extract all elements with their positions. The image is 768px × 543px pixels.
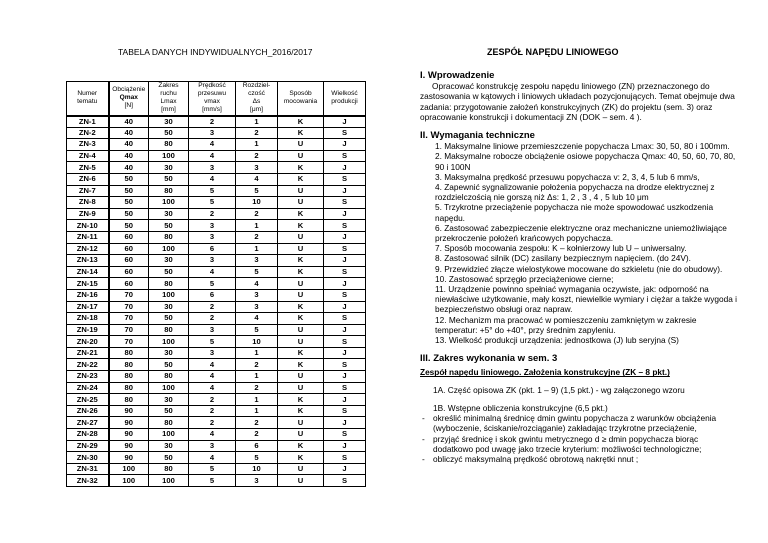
table-row bbox=[67, 255, 366, 267]
table-cell: 80 bbox=[109, 347, 149, 359]
table-cell: U bbox=[278, 371, 324, 383]
table-cell: K bbox=[278, 127, 324, 139]
table-cell: U bbox=[278, 417, 324, 429]
table-cell: 2 bbox=[236, 127, 278, 139]
table-cell: K bbox=[278, 220, 324, 232]
table-row bbox=[67, 463, 366, 475]
requirements-list bbox=[420, 141, 740, 345]
table-row bbox=[67, 301, 366, 313]
table-cell: K bbox=[278, 359, 324, 371]
table-cell: 3 bbox=[189, 440, 236, 452]
table-cell: S bbox=[324, 405, 366, 417]
table-cell: J bbox=[324, 255, 366, 267]
table-cell: J bbox=[324, 208, 366, 220]
table-row bbox=[67, 336, 366, 348]
table-row bbox=[67, 173, 366, 185]
table-title: TABELA DANYCH INDYWIDUALNYCH_2016/2017 bbox=[118, 47, 313, 57]
table-cell: 100 bbox=[109, 475, 149, 487]
table-cell: K bbox=[278, 301, 324, 313]
table-cell: 70 bbox=[109, 301, 149, 313]
table-cell: S bbox=[324, 336, 366, 348]
table-cell: 80 bbox=[109, 394, 149, 406]
requirement-item: 8. Zastosować silnik (DC) zasilany bezpiecznym napięciem. (do 24V). bbox=[435, 253, 691, 264]
section-1-text: Opracować konstrukcję zespołu napędu liniowego (ZN) przeznaczonego do zastosowania w kątowych i liniowych układach pozycjonujących. Temat obejmuje dwa zadania: przygotowanie założeń konstrukcyjnych (ZK) do projektu (sem. 3) oraz opracowanie konstrukcji i dokumentacji ZN (DOK – sem. 4 ). bbox=[420, 81, 735, 122]
table-cell: J bbox=[324, 301, 366, 313]
table-cell: 5 bbox=[189, 463, 236, 475]
table-cell: 60 bbox=[109, 231, 149, 243]
calculation-item: - przyjąć średnicę i skok gwintu metrycznego d ≥ dmin popychacza biorąc dodatkowo pod uwagę jako trzecie kryterium: możliwości technologiczne; bbox=[420, 434, 740, 454]
table-cell: 3 bbox=[189, 324, 236, 336]
table-row bbox=[67, 197, 366, 209]
table-cell: 80 bbox=[149, 463, 189, 475]
requirement-item: 9. Przewidzieć złącze wielostykowe mocowane do szkieletu (nie do obudowy). bbox=[435, 263, 723, 274]
table-cell: 50 bbox=[149, 313, 189, 325]
requirement-item: 5. Trzykrotne przeciążenie popychacza nie może spowodować uszkodzenia napędu. bbox=[435, 202, 714, 223]
table-cell: 4 bbox=[189, 173, 236, 185]
table-cell: 3 bbox=[189, 220, 236, 232]
header-predkosc: Prędkość przesuwu vmax [mm/s] bbox=[189, 82, 236, 116]
table-cell: K bbox=[278, 208, 324, 220]
table-cell: ZN-5 bbox=[67, 162, 109, 174]
table-cell: 50 bbox=[149, 452, 189, 464]
table-cell: 2 bbox=[236, 208, 278, 220]
table-cell: 4 bbox=[189, 371, 236, 383]
table-cell: U bbox=[278, 139, 324, 151]
table-cell: K bbox=[278, 452, 324, 464]
table-cell: 2 bbox=[189, 417, 236, 429]
table-row bbox=[67, 185, 366, 197]
table-cell: S bbox=[324, 359, 366, 371]
table-cell: 1 bbox=[236, 220, 278, 232]
table-cell: K bbox=[278, 313, 324, 325]
table-cell: 100 bbox=[149, 197, 189, 209]
table-cell: 50 bbox=[109, 173, 149, 185]
section-2-heading: II. Wymagania techniczne bbox=[420, 130, 535, 142]
table-cell: 40 bbox=[109, 150, 149, 162]
table-cell: U bbox=[278, 336, 324, 348]
table-cell: 30 bbox=[149, 208, 189, 220]
calculation-item: - obliczyć maksymalną prędkość obrotową nakrętki nnut ; bbox=[420, 454, 740, 464]
table-cell: 2 bbox=[236, 231, 278, 243]
table-cell: K bbox=[278, 405, 324, 417]
table-cell: U bbox=[278, 150, 324, 162]
table-cell: 100 bbox=[149, 336, 189, 348]
header-numer: Numer tematu bbox=[67, 82, 109, 116]
table-cell: 3 bbox=[236, 162, 278, 174]
table-cell: 30 bbox=[149, 255, 189, 267]
table-cell: S bbox=[324, 475, 366, 487]
table-cell: U bbox=[278, 289, 324, 301]
requirement-item: 10. Zastosować sprzęgło przeciążeniowe cierne; bbox=[435, 273, 614, 284]
table-cell: 80 bbox=[149, 185, 189, 197]
requirement-item: 4. Zapewnić sygnalizowanie położenia popychacza na drodze elektrycznej z rozdzielczością nie gorszą niż Δs: 1, 2 , 3 , 4 , 5 lub 10 μm bbox=[435, 182, 715, 203]
table-cell: 40 bbox=[109, 139, 149, 151]
table-cell: 4 bbox=[189, 452, 236, 464]
table-cell: ZN-2 bbox=[67, 127, 109, 139]
table-cell: 3 bbox=[236, 255, 278, 267]
table-row bbox=[67, 382, 366, 394]
table-cell: J bbox=[324, 185, 366, 197]
table-cell: 50 bbox=[149, 127, 189, 139]
table-cell: 100 bbox=[149, 150, 189, 162]
table-cell: S bbox=[324, 243, 366, 255]
table-cell: 30 bbox=[149, 162, 189, 174]
table-cell: ZN-28 bbox=[67, 429, 109, 441]
table-cell: ZN-24 bbox=[67, 382, 109, 394]
table-cell: S bbox=[324, 127, 366, 139]
table-row bbox=[67, 359, 366, 371]
table-cell: ZN-7 bbox=[67, 185, 109, 197]
table-cell: 70 bbox=[109, 324, 149, 336]
table-cell: ZN-29 bbox=[67, 440, 109, 452]
table-cell: 2 bbox=[236, 417, 278, 429]
table-cell: K bbox=[278, 116, 324, 128]
table-cell: 50 bbox=[109, 208, 149, 220]
table-cell: 2 bbox=[236, 150, 278, 162]
table-cell: U bbox=[278, 463, 324, 475]
table-cell: 80 bbox=[149, 139, 189, 151]
table-cell: 6 bbox=[189, 243, 236, 255]
table-cell: 1 bbox=[236, 394, 278, 406]
table-cell: 5 bbox=[236, 185, 278, 197]
table-cell: ZN-20 bbox=[67, 336, 109, 348]
table-cell: ZN-8 bbox=[67, 197, 109, 209]
table-cell: 6 bbox=[189, 289, 236, 301]
table-cell: K bbox=[278, 347, 324, 359]
calculation-item: - określić minimalną średnicę dmin gwintu popychacza z warunków obciążenia (wyboczenie, ściskanie/rozciąganie) zakładając trzykrotne przeciążenie, bbox=[420, 413, 740, 433]
table-cell: U bbox=[278, 278, 324, 290]
table-cell: 80 bbox=[149, 278, 189, 290]
table-row bbox=[67, 313, 366, 325]
table-cell: 3 bbox=[189, 255, 236, 267]
table-row bbox=[67, 220, 366, 232]
table-row bbox=[67, 289, 366, 301]
table-cell: ZN-14 bbox=[67, 266, 109, 278]
table-row bbox=[67, 452, 366, 464]
table-cell: J bbox=[324, 417, 366, 429]
table-cell: 50 bbox=[149, 173, 189, 185]
table-cell: K bbox=[278, 440, 324, 452]
table-cell: 2 bbox=[189, 208, 236, 220]
table-cell: 40 bbox=[109, 162, 149, 174]
table-cell: 5 bbox=[236, 452, 278, 464]
table-cell: J bbox=[324, 231, 366, 243]
table-cell: 90 bbox=[109, 429, 149, 441]
table-cell: 2 bbox=[236, 382, 278, 394]
table-cell: 50 bbox=[149, 220, 189, 232]
table-cell: 100 bbox=[149, 382, 189, 394]
table-cell: 70 bbox=[109, 289, 149, 301]
table-cell: K bbox=[278, 173, 324, 185]
table-cell: 40 bbox=[109, 116, 149, 128]
table-cell: 2 bbox=[189, 405, 236, 417]
table-cell: 4 bbox=[189, 266, 236, 278]
table-cell: 70 bbox=[109, 336, 149, 348]
table-cell: 2 bbox=[189, 301, 236, 313]
table-cell: S bbox=[324, 220, 366, 232]
table-cell: U bbox=[278, 382, 324, 394]
table-cell: 5 bbox=[189, 185, 236, 197]
table-cell: J bbox=[324, 116, 366, 128]
table-cell: ZN-21 bbox=[67, 347, 109, 359]
table-cell: ZN-1 bbox=[67, 116, 109, 128]
table-cell: 4 bbox=[236, 278, 278, 290]
table-cell: 90 bbox=[109, 440, 149, 452]
table-cell: ZN-25 bbox=[67, 394, 109, 406]
table-cell: 4 bbox=[236, 313, 278, 325]
table-cell: 1 bbox=[236, 243, 278, 255]
table-cell: ZN-27 bbox=[67, 417, 109, 429]
table-cell: S bbox=[324, 382, 366, 394]
table-cell: 60 bbox=[109, 266, 149, 278]
table-cell: S bbox=[324, 173, 366, 185]
table-row bbox=[67, 162, 366, 174]
table-cell: ZN-10 bbox=[67, 220, 109, 232]
table-cell: 1 bbox=[236, 139, 278, 151]
table-cell: K bbox=[278, 266, 324, 278]
part-a: 1A. Część opisowa ZK (pkt. 1 – 9) (1,5 pkt.) - wg załączonego wzoru bbox=[433, 384, 685, 395]
table-cell: 40 bbox=[109, 127, 149, 139]
table-cell: 100 bbox=[149, 243, 189, 255]
table-cell: U bbox=[278, 197, 324, 209]
table-row bbox=[67, 116, 366, 128]
table-cell: 90 bbox=[109, 417, 149, 429]
table-cell: ZN-11 bbox=[67, 231, 109, 243]
table-cell: 6 bbox=[236, 440, 278, 452]
table-row bbox=[67, 394, 366, 406]
table-cell: ZN-26 bbox=[67, 405, 109, 417]
table-cell: 5 bbox=[189, 197, 236, 209]
table-cell: S bbox=[324, 313, 366, 325]
table-cell: U bbox=[278, 475, 324, 487]
table-row bbox=[67, 208, 366, 220]
requirement-item: 2. Maksymalne robocze obciążenie osiowe popychacza Qmax: 40, 50, 60, 70, 80, 90 i 100N bbox=[435, 151, 736, 172]
table-cell: S bbox=[324, 197, 366, 209]
table-cell: 60 bbox=[109, 278, 149, 290]
table-cell: J bbox=[324, 440, 366, 452]
table-cell: ZN-19 bbox=[67, 324, 109, 336]
table-cell: 3 bbox=[236, 301, 278, 313]
table-cell: J bbox=[324, 324, 366, 336]
table-cell: 5 bbox=[189, 336, 236, 348]
table-row bbox=[67, 347, 366, 359]
section-3-subheading: Zespół napędu liniowego. Założenia konstrukcyjne (ZK – 8 pkt.) bbox=[420, 367, 670, 378]
table-row bbox=[67, 440, 366, 452]
data-table bbox=[66, 81, 366, 487]
table-cell: 2 bbox=[189, 313, 236, 325]
table-cell: J bbox=[324, 347, 366, 359]
table-cell: 10 bbox=[236, 463, 278, 475]
table-cell: S bbox=[324, 452, 366, 464]
table-cell: 90 bbox=[109, 405, 149, 417]
table-row bbox=[67, 150, 366, 162]
table-cell: ZN-15 bbox=[67, 278, 109, 290]
table-cell: 2 bbox=[236, 359, 278, 371]
table-cell: 2 bbox=[189, 116, 236, 128]
table-cell: 100 bbox=[149, 289, 189, 301]
table-cell: 3 bbox=[189, 162, 236, 174]
table-cell: 50 bbox=[109, 185, 149, 197]
table-cell: U bbox=[278, 243, 324, 255]
table-cell: 3 bbox=[189, 231, 236, 243]
table-cell: 10 bbox=[236, 197, 278, 209]
table-cell: ZN-6 bbox=[67, 173, 109, 185]
table-cell: 2 bbox=[236, 429, 278, 441]
header-zakres: Zakres ruchu Lmax [mm] bbox=[149, 82, 189, 116]
part-b: 1B. Wstępne obliczenia konstrukcyjne (6,5 pkt.) bbox=[433, 402, 608, 413]
table-row bbox=[67, 243, 366, 255]
table-cell: 30 bbox=[149, 116, 189, 128]
table-cell: S bbox=[324, 150, 366, 162]
table-cell: ZN-32 bbox=[67, 475, 109, 487]
table-cell: U bbox=[278, 185, 324, 197]
table-cell: ZN-23 bbox=[67, 371, 109, 383]
table-cell: 30 bbox=[149, 301, 189, 313]
table-cell: 1 bbox=[236, 347, 278, 359]
table-cell: ZN-22 bbox=[67, 359, 109, 371]
header-rozdzielczosc: Rozdziel- czość Δs [μm] bbox=[236, 82, 278, 116]
requirement-item: 1. Maksymalne liniowe przemieszczenie popychacza Lmax: 30, 50, 80 i 100mm. bbox=[435, 141, 730, 152]
table-cell: J bbox=[324, 162, 366, 174]
table-cell: ZN-18 bbox=[67, 313, 109, 325]
table-cell: J bbox=[324, 394, 366, 406]
table-cell: 70 bbox=[109, 313, 149, 325]
table-cell: 50 bbox=[149, 405, 189, 417]
table-cell: ZN-17 bbox=[67, 301, 109, 313]
table-cell: 60 bbox=[109, 243, 149, 255]
table-cell: 80 bbox=[109, 359, 149, 371]
table-body bbox=[67, 116, 366, 487]
table-cell: 80 bbox=[149, 231, 189, 243]
table-cell: 1 bbox=[236, 371, 278, 383]
requirement-item: 13. Wielkość produkcji urządzenia: jednostkowa (J) lub seryjna (S) bbox=[435, 335, 679, 346]
table-cell: 1 bbox=[236, 116, 278, 128]
table-cell: J bbox=[324, 139, 366, 151]
table-cell: 4 bbox=[189, 359, 236, 371]
requirements-panel bbox=[420, 71, 740, 464]
calculation-list bbox=[420, 413, 740, 464]
table-cell: ZN-9 bbox=[67, 208, 109, 220]
section-3-heading: III. Zakres wykonania w sem. 3 bbox=[420, 353, 558, 365]
table-cell: ZN-30 bbox=[67, 452, 109, 464]
table-cell: J bbox=[324, 278, 366, 290]
requirement-item: 11. Urządzenie powinno spełniać wymagania oczywiste, jak: odporność na niewłaściwe użytkowanie, mały koszt, niewielkie wymiary i ciężar a także wygoda i bezpieczeństwo obsługi oraz napraw. bbox=[435, 284, 738, 315]
table-row bbox=[67, 231, 366, 243]
table-cell: 3 bbox=[189, 347, 236, 359]
table-cell: 3 bbox=[236, 289, 278, 301]
table-row bbox=[67, 429, 366, 441]
table-cell: U bbox=[278, 231, 324, 243]
table-cell: 60 bbox=[109, 255, 149, 267]
table-cell: 3 bbox=[189, 127, 236, 139]
table-cell: J bbox=[324, 463, 366, 475]
table-cell: 5 bbox=[236, 324, 278, 336]
table-cell: J bbox=[324, 371, 366, 383]
table-row bbox=[67, 475, 366, 487]
table-row bbox=[67, 324, 366, 336]
table-cell: 5 bbox=[236, 266, 278, 278]
table-cell: ZN-4 bbox=[67, 150, 109, 162]
table-cell: S bbox=[324, 429, 366, 441]
table-cell: ZN-13 bbox=[67, 255, 109, 267]
table-cell: 3 bbox=[236, 475, 278, 487]
table-cell: ZN-3 bbox=[67, 139, 109, 151]
table-cell: 4 bbox=[236, 173, 278, 185]
table-cell: 80 bbox=[149, 417, 189, 429]
table-cell: 1 bbox=[236, 405, 278, 417]
table-cell: S bbox=[324, 289, 366, 301]
table-row bbox=[67, 278, 366, 290]
table-cell: 50 bbox=[149, 359, 189, 371]
table-cell: 10 bbox=[236, 336, 278, 348]
table-row bbox=[67, 127, 366, 139]
table-cell: 4 bbox=[189, 139, 236, 151]
requirement-item: 3. Maksymalna prędkość przesuwu popychacza v: 2, 3, 4, 5 lub 6 mm/s, bbox=[435, 171, 700, 182]
requirement-item: 12. Mechanizm ma pracować w pomieszczeniu zamkniętym w zakresie temperatur: +5° do +40°, przy średnim zapyleniu. bbox=[435, 314, 697, 335]
table-row bbox=[67, 405, 366, 417]
table-cell: 100 bbox=[149, 475, 189, 487]
table-cell: 80 bbox=[109, 371, 149, 383]
table-cell: ZN-12 bbox=[67, 243, 109, 255]
table-cell: 80 bbox=[109, 382, 149, 394]
table-cell: S bbox=[324, 266, 366, 278]
table-cell: U bbox=[278, 429, 324, 441]
table-cell: K bbox=[278, 162, 324, 174]
table-cell: 50 bbox=[109, 197, 149, 209]
header-sposob: Sposób mocowania bbox=[278, 82, 324, 116]
table-cell: ZN-31 bbox=[67, 463, 109, 475]
header-obciazenie: Obciążenie Qmax [N] bbox=[109, 82, 149, 116]
section-1-heading: I. Wprowadzenie bbox=[420, 70, 495, 81]
table-row bbox=[67, 371, 366, 383]
table-cell: 2 bbox=[189, 394, 236, 406]
table-row bbox=[67, 139, 366, 151]
table-cell: K bbox=[278, 255, 324, 267]
table-cell: 5 bbox=[189, 475, 236, 487]
requirement-item: 6. Zastosować zabezpieczenie elektryczne oraz mechaniczne uniemożliwiające przekroczenie położeń krańcowych popychacza. bbox=[435, 222, 727, 244]
table-cell: 30 bbox=[149, 440, 189, 452]
table-cell: 50 bbox=[109, 220, 149, 232]
table-cell: 100 bbox=[149, 429, 189, 441]
table-cell: 5 bbox=[189, 278, 236, 290]
table-cell: 80 bbox=[149, 324, 189, 336]
header-wielkosc: Wielkość produkcji bbox=[324, 82, 366, 116]
table-cell: 30 bbox=[149, 347, 189, 359]
table-cell: 100 bbox=[109, 463, 149, 475]
table-cell: 4 bbox=[189, 150, 236, 162]
table-cell: U bbox=[278, 324, 324, 336]
table-cell: 4 bbox=[189, 382, 236, 394]
requirement-item: 7. Sposób mocowania zespołu: K – kołnierzowy lub U – uniwersalny. bbox=[435, 243, 687, 254]
table-cell: 4 bbox=[189, 429, 236, 441]
table-cell: ZN-16 bbox=[67, 289, 109, 301]
table-cell: 90 bbox=[109, 452, 149, 464]
table-row bbox=[67, 266, 366, 278]
table-cell: 80 bbox=[149, 371, 189, 383]
table-row bbox=[67, 417, 366, 429]
document-title: ZESPÓŁ NAPĘDU LINIOWEGO bbox=[487, 47, 619, 57]
table-cell: 50 bbox=[149, 266, 189, 278]
table-cell: 30 bbox=[149, 394, 189, 406]
table-cell: K bbox=[278, 394, 324, 406]
